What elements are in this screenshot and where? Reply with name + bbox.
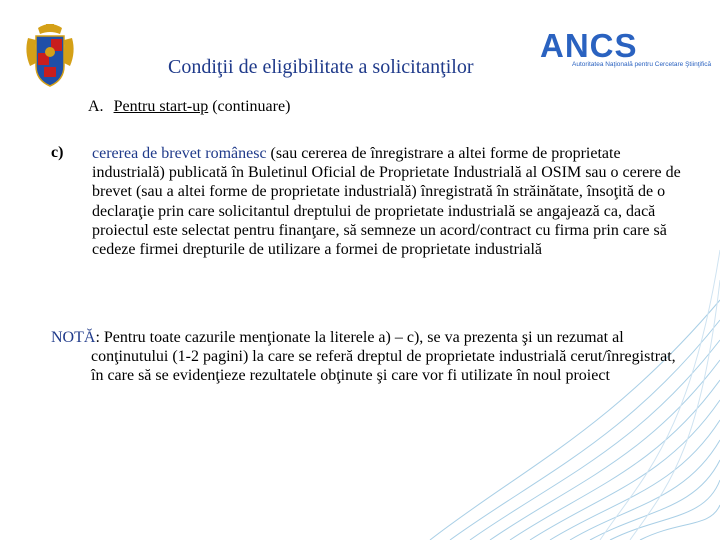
item-highlight: cererea de brevet românesc: [92, 145, 267, 162]
note-paragraph: [51, 328, 681, 386]
section-letter: A.: [88, 98, 104, 115]
coat-of-arms-icon: [24, 22, 76, 90]
item-body: [92, 144, 692, 259]
ancs-logo: [540, 27, 712, 74]
slide-title: Condiţii de eligibilitate a solicitanţilor: [168, 56, 474, 78]
note-label: NOTĂ: [51, 329, 96, 346]
ancs-logo-wordmark: ANCS: [540, 27, 638, 64]
section-title: Pentru start-up: [113, 98, 209, 115]
section-heading: [88, 98, 290, 116]
section-suffix: (continuare): [208, 98, 291, 115]
ancs-logo-subtitle: Autoritatea Naţională pentru Cercetare Ştiinţifică: [572, 61, 712, 68]
item-letter: c): [51, 144, 64, 161]
item-text: (sau cererea de înregistrare a altei forme de proprietate industrială) publicată în Buletinul Oficial de Proprietate Industrială al OSIM sau o cerere de brevet (sau a altei forme de proprietate industrială) înregistrată în străinătate, însoţită de o declaraţie prin care solicitantul dreptului de proprietate industrială se angajează ca, dacă proiectul este selectat pentru finanţare, să semneze un acord/contract cu firma prin care să cedeze firmei drepturile de utilizare a formei de proprietate industrială: [92, 145, 681, 259]
note-text: : Pentru toate cazurile menţionate la literele a) – c), se va prezenta şi un rezumat al conţinutului (1-2 pagini) la care se referă dreptul de proprietate industrială cerut/înregistrat, în care să se evidenţieze rezultatele obţinute şi care vor fi utilizate în noul proiect: [91, 329, 676, 385]
